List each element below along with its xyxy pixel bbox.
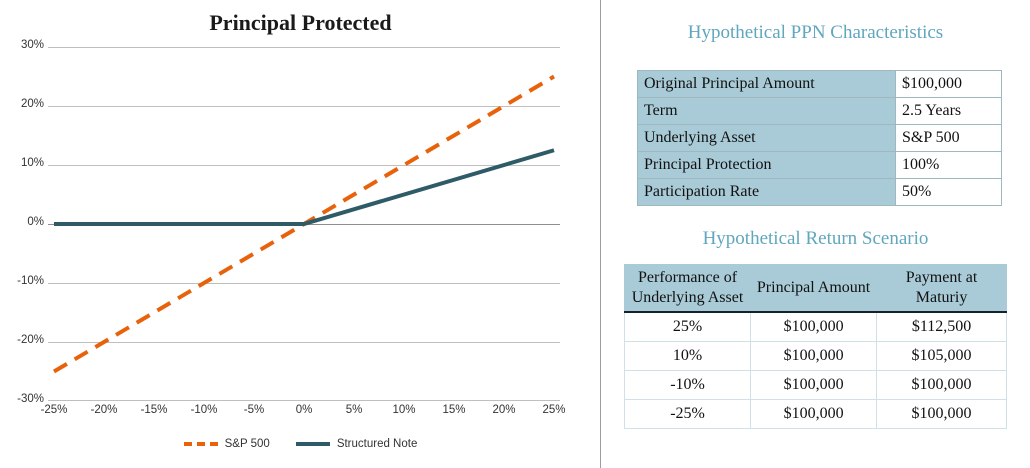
characteristics-title: Hypothetical PPN Characteristics (687, 22, 944, 43)
characteristic-label: Term (638, 98, 896, 125)
characteristic-value: S&P 500 (896, 125, 1002, 152)
x-tick-label: -25% (40, 404, 68, 416)
scenario-table (624, 264, 1007, 429)
y-tick-label: 10% (20, 157, 44, 169)
cell-principal: $100,000 (751, 400, 877, 429)
characteristic-value: 50% (896, 179, 1002, 206)
cell-principal: $100,000 (751, 371, 877, 400)
y-tick-label: -30% (17, 393, 44, 405)
table-row (638, 71, 1002, 98)
cell-performance: -10% (625, 371, 751, 400)
legend-item-structured-note (296, 438, 418, 450)
table-row (638, 98, 1002, 125)
characteristic-label: Original Principal Amount (638, 71, 896, 98)
legend-label: S&P 500 (224, 438, 270, 450)
table-row (625, 342, 1007, 371)
cell-principal: $100,000 (751, 342, 877, 371)
y-tick-label: 30% (20, 39, 44, 51)
column-header-performance: Performance of Underlying Asset (625, 265, 751, 313)
column-header-payment: Payment at Maturiy (877, 265, 1007, 313)
characteristic-value: 2.5 Years (896, 98, 1002, 125)
y-tick-label: 0% (27, 216, 44, 228)
column-header-principal: Principal Amount (751, 265, 877, 313)
y-axis (0, 39, 44, 405)
characteristic-value: $100,000 (896, 71, 1002, 98)
y-tick-label: -20% (17, 334, 44, 346)
structured-note-line (54, 150, 554, 224)
x-tick-label: 15% (442, 404, 466, 416)
x-tick-label: -20% (90, 404, 118, 416)
table-row (638, 125, 1002, 152)
legend-item-sp500 (184, 438, 270, 450)
cell-payment: $112,500 (877, 312, 1007, 342)
x-tick-label: 5% (345, 404, 363, 416)
plot-area (48, 47, 560, 400)
table-row (625, 371, 1007, 400)
x-tick-label: -15% (140, 404, 168, 416)
legend-label: Structured Note (336, 438, 418, 450)
x-tick-label: -5% (243, 404, 265, 416)
table-row (638, 152, 1002, 179)
table-row (625, 312, 1007, 342)
characteristic-value: 100% (896, 152, 1002, 179)
dashed-line-icon (184, 442, 218, 446)
cell-payment: $100,000 (877, 371, 1007, 400)
characteristic-label: Participation Rate (638, 179, 896, 206)
y-tick-label: 20% (20, 98, 44, 110)
solid-line-icon (296, 442, 330, 446)
x-tick-label: 20% (492, 404, 516, 416)
characteristics-table (637, 70, 1002, 206)
x-tick-label: 0% (295, 404, 313, 416)
cell-principal: $100,000 (751, 312, 877, 342)
characteristic-label: Underlying Asset (638, 125, 896, 152)
cell-performance: -25% (625, 400, 751, 429)
cell-payment: $100,000 (877, 400, 1007, 429)
table-row (625, 400, 1007, 429)
gridline (48, 400, 560, 401)
series-lines (48, 47, 560, 400)
right-panel (601, 0, 1030, 468)
x-tick-label: 25% (542, 404, 566, 416)
chart-legend (0, 438, 601, 450)
y-tick-label: -10% (17, 275, 44, 287)
scenario-title: Hypothetical Return Scenario (702, 228, 929, 249)
x-tick-label: 10% (392, 404, 416, 416)
x-tick-label: -10% (190, 404, 218, 416)
table-row (638, 179, 1002, 206)
table-header-row (625, 265, 1007, 313)
cell-performance: 10% (625, 342, 751, 371)
cell-payment: $105,000 (877, 342, 1007, 371)
x-axis (40, 404, 566, 422)
characteristic-label: Principal Protection (638, 152, 896, 179)
chart-title: Principal Protected (209, 10, 392, 35)
cell-performance: 25% (625, 312, 751, 342)
